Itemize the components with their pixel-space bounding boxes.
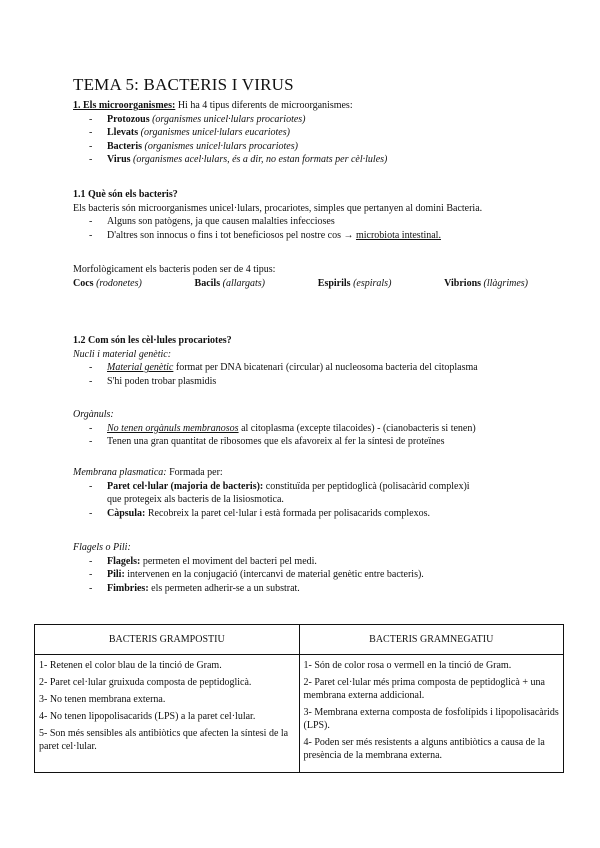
gram-comparison-table — [34, 624, 564, 773]
list-item: - Càpsula: Recobreix la paret cel·lular i està formada per polisacarids complexos. — [89, 507, 430, 519]
paragraph: Morfològicament els bacteris poden ser de 4 tipus: — [73, 264, 276, 275]
list-item: - Material genètic format per DNA bicatenari (circular) al nucleosoma bacteria del citoplasma — [89, 362, 478, 374]
section-microorganismes — [73, 99, 543, 167]
list-item: 3- No tenen membrana externa. — [39, 694, 166, 705]
list-item: - Protozous (organismes unicel·lulars procariotes) — [89, 113, 306, 125]
list-item: - Paret cel·lular (majoria de bacteris): constituïda per peptidoglicà (polisacàrid complex)i que protegeix als bacteris de la lisiosmotica. — [89, 480, 470, 506]
subheading: Orgànuls: — [73, 409, 114, 420]
list-item: 1- Retenen el color blau de la tinció de Gram. — [39, 660, 222, 671]
organuls-list — [73, 422, 543, 449]
list-item: - D'altres son innocus o fins i tot beneficiosos pel nostre cos → microbiota intestinal. — [89, 229, 441, 241]
column-header-gramnegatiu: BACTERIS GRAMNEGATIU — [299, 625, 564, 655]
list-item: - Fimbries: els permeten adherir-se a un substrat. — [89, 582, 300, 594]
section-heading: 1.1 Què són els bacteris? — [73, 189, 178, 200]
membrana-block: Membrana plasmatica: Formada per: - Paret cel·lular (majoria de bacteris): constituïda per peptidoglicà (polisacàrid complex)i que protegeix als bacteris de la lisiosmotica. - Càpsula: Recobreix la paret cel·lular i està formada per polisacarids complexos. — [73, 466, 543, 520]
morph-type: Vibrions (llàgrimes) — [444, 277, 528, 289]
list-item: 4- Poden ser més resistents a alguns antibiòtics a causa de la presència de la membrana externa. — [303, 737, 545, 761]
table-header-row — [35, 625, 564, 655]
morph-type: Bacils (allargats) — [194, 277, 266, 289]
table-row — [35, 655, 564, 773]
morph-type: Espirils (espirals) — [317, 277, 392, 289]
list-item: 4- No tenen lipopolisacarids (LPS) a la paret cel·lular. — [39, 711, 256, 722]
gramnegatiu-cell — [299, 655, 564, 773]
morphology-types — [73, 277, 528, 291]
list-item: 3- Membrana externa composta de fosfolípids i lipopolisacàrids (LPS). — [303, 707, 559, 731]
organuls-block — [73, 408, 543, 449]
morphology-block — [73, 263, 543, 290]
list-item: 5- Son més sensibles als antibiòtics que afecten la síntesi de la paret cel·lular. — [39, 728, 289, 752]
section-heading: 1.2 Com són les cèl·lules procariotes? — [73, 335, 232, 346]
list-item: 1- Són de color rosa o vermell en la tinció de Gram. — [303, 660, 512, 671]
list-item: 2- Paret cel·lular més prima composta de peptidoglicà + una membrana externa addicional. — [303, 677, 545, 701]
subheading: Nucli i material genètic: — [73, 348, 172, 360]
list-item: - Llevats (organismes unicel·lulars eucariotes) — [89, 127, 290, 139]
paragraph: Els bacteris són microorganismes unicel·lulars, procariotes, simples que pertanyen al domini Bacteria. — [73, 202, 483, 214]
section-intro: Hi ha 4 tipus diferents de microorganismes: — [175, 100, 353, 111]
nucli-list — [73, 361, 543, 388]
list-item: - Flagels: permeten el moviment del bacteri pel medi. — [89, 555, 317, 567]
list-item: - Pili: intervenen en la conjugació (intercanvi de material genètic entre bacteris). — [89, 569, 424, 581]
section-que-son-bacteris — [73, 188, 543, 242]
page-title: TEMA 5: BACTERIS I VIRUS — [73, 75, 294, 94]
flagels-block — [73, 541, 543, 595]
list-item: - S'hi poden trobar plasmidis — [89, 375, 217, 387]
grampositiu-cell — [35, 655, 300, 773]
flagels-list — [73, 555, 543, 596]
column-header-grampositiu: BACTERIS GRAMPOSTIU — [35, 625, 300, 655]
list-item: - Virus (organismes acel·lulars, és a dir, no estan formats per cèl·lules) — [89, 154, 388, 166]
microorganism-list — [73, 113, 543, 167]
list-item: 2- Paret cel·lular gruixuda composta de peptidoglicà. — [39, 677, 252, 688]
morph-type: Cocs (rodonetes) — [73, 277, 142, 289]
list-item: - Tenen una gran quantitat de ribosomes que els afavoreix al fer la síntesi de proteïnes — [89, 436, 445, 448]
subheading: Flagels o Pili: — [73, 542, 131, 553]
bacteria-list — [73, 215, 543, 242]
subheading: Membrana plasmatica: — [73, 467, 167, 478]
list-item: - Bacteris (organismes unicel·lulars procariotes) — [89, 140, 298, 152]
section-cellules-procariotes — [73, 334, 543, 388]
list-item: - No tenen orgànuls membranosos al citoplasma (excepte tilacoides) - (cianobacteris si tenen) — [89, 422, 476, 434]
membrana-list — [73, 480, 543, 521]
section-heading: 1. Els microorganismes: — [73, 100, 176, 111]
list-item: - Alguns son patògens, ja que causen malalties infeccioses — [89, 216, 335, 228]
